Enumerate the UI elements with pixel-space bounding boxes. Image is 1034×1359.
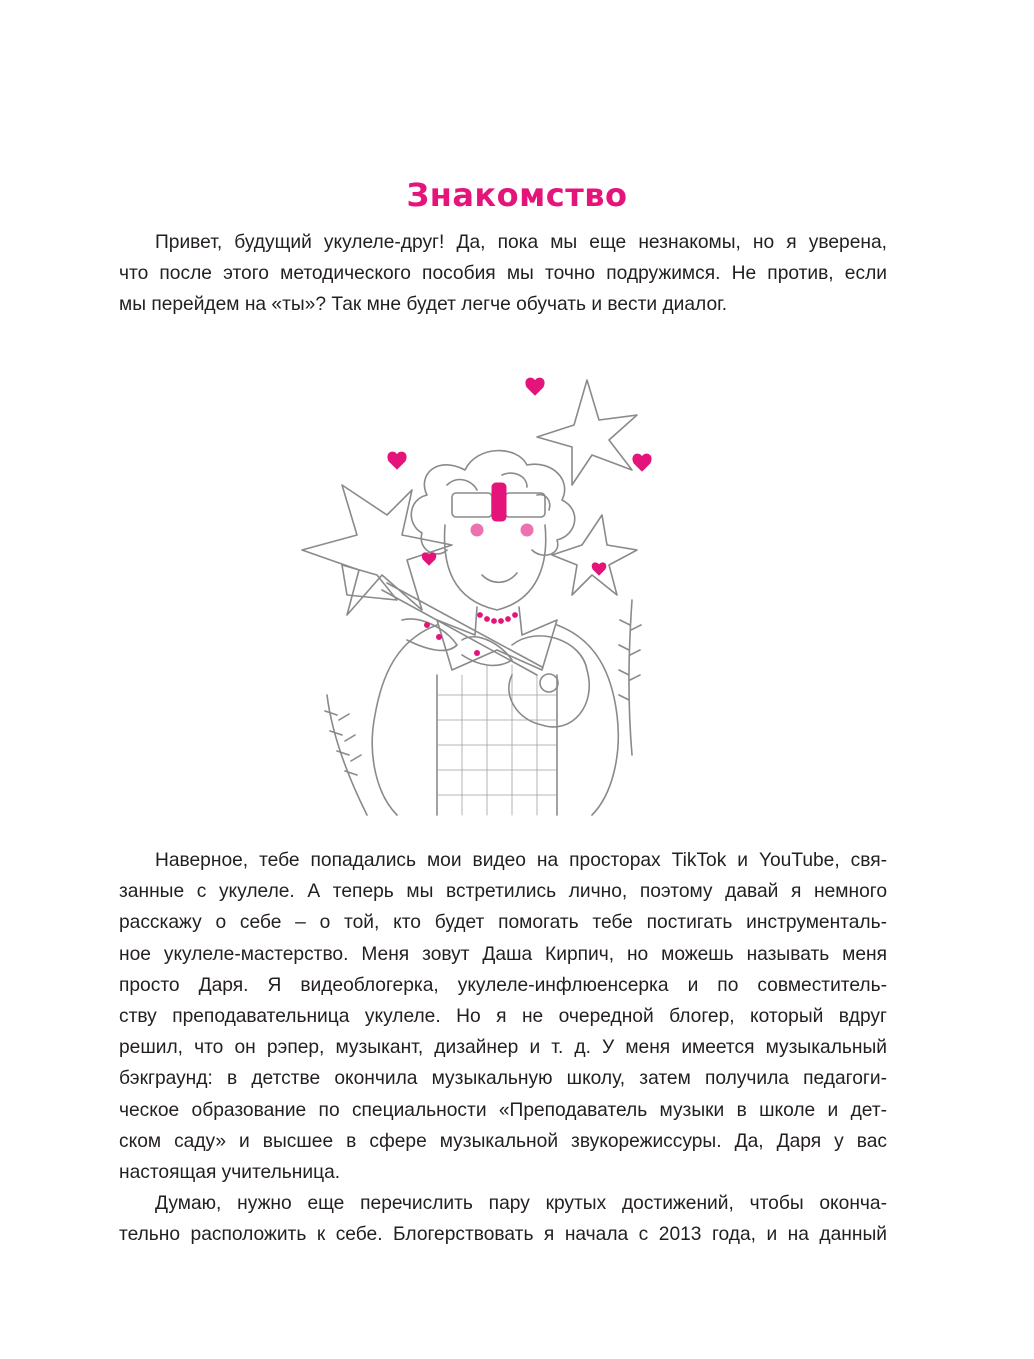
chapter-title: Знакомство	[406, 176, 628, 214]
text-line: решил, что он рэпер, музыкант, дизайнер и т. д. У меня имеется музыкальный	[119, 1037, 887, 1059]
text-line: Думаю, нужно еще перечислить пару крутых достижений, чтобы оконча-	[155, 1193, 887, 1215]
text-line: настоящая учительница.	[119, 1161, 341, 1183]
ukulele-girl-illustration-icon	[287, 375, 667, 825]
text-line: бэкграунд: в детстве окончила музыкальную школу, затем получила педагоги-	[119, 1068, 887, 1090]
about-paragraph	[119, 845, 887, 1250]
text-line: мы перейдем на «ты»? Так мне будет легче обучать и вести диалог.	[119, 294, 728, 316]
text-line: Наверное, тебе попадались мои видео на просторах TikTok и YouTube, свя-	[155, 850, 887, 871]
text-line: занные с укулеле. А теперь мы встретились лично, поэтому давай я немного	[119, 881, 887, 903]
text-line: Привет, будущий укулеле-друг! Да, пока мы еще незнакомы, но я уверена,	[155, 232, 887, 253]
text-line: что после этого методического пособия мы точно подружимся. Не против, если	[119, 263, 887, 285]
text-line: ству преподавательница укулеле. Но я не очередной блогер, который вдруг	[119, 1005, 887, 1027]
intro-paragraph	[119, 227, 887, 321]
text-line: ное укулеле-мастерство. Меня зовут Даша Кирпич, но можешь называть меня	[119, 943, 887, 965]
text-line: просто Даря. Я видеоблогерка, укулеле-инфлюенсерка и по совместитель-	[119, 974, 887, 996]
text-line: ском саду» и высшее в сфере музыкальной звукорежиссуры. Да, Даря у вас	[119, 1130, 887, 1152]
text-line: расскажу о себе – о той, кто будет помогать тебе постигать инструменталь-	[119, 912, 887, 934]
text-line: тельно расположить к себе. Блогерствовать я начала с 2013 года, и на данный	[119, 1224, 887, 1246]
text-line: ческое образование по специальности «Преподаватель музыки в школе и дет-	[119, 1099, 887, 1121]
